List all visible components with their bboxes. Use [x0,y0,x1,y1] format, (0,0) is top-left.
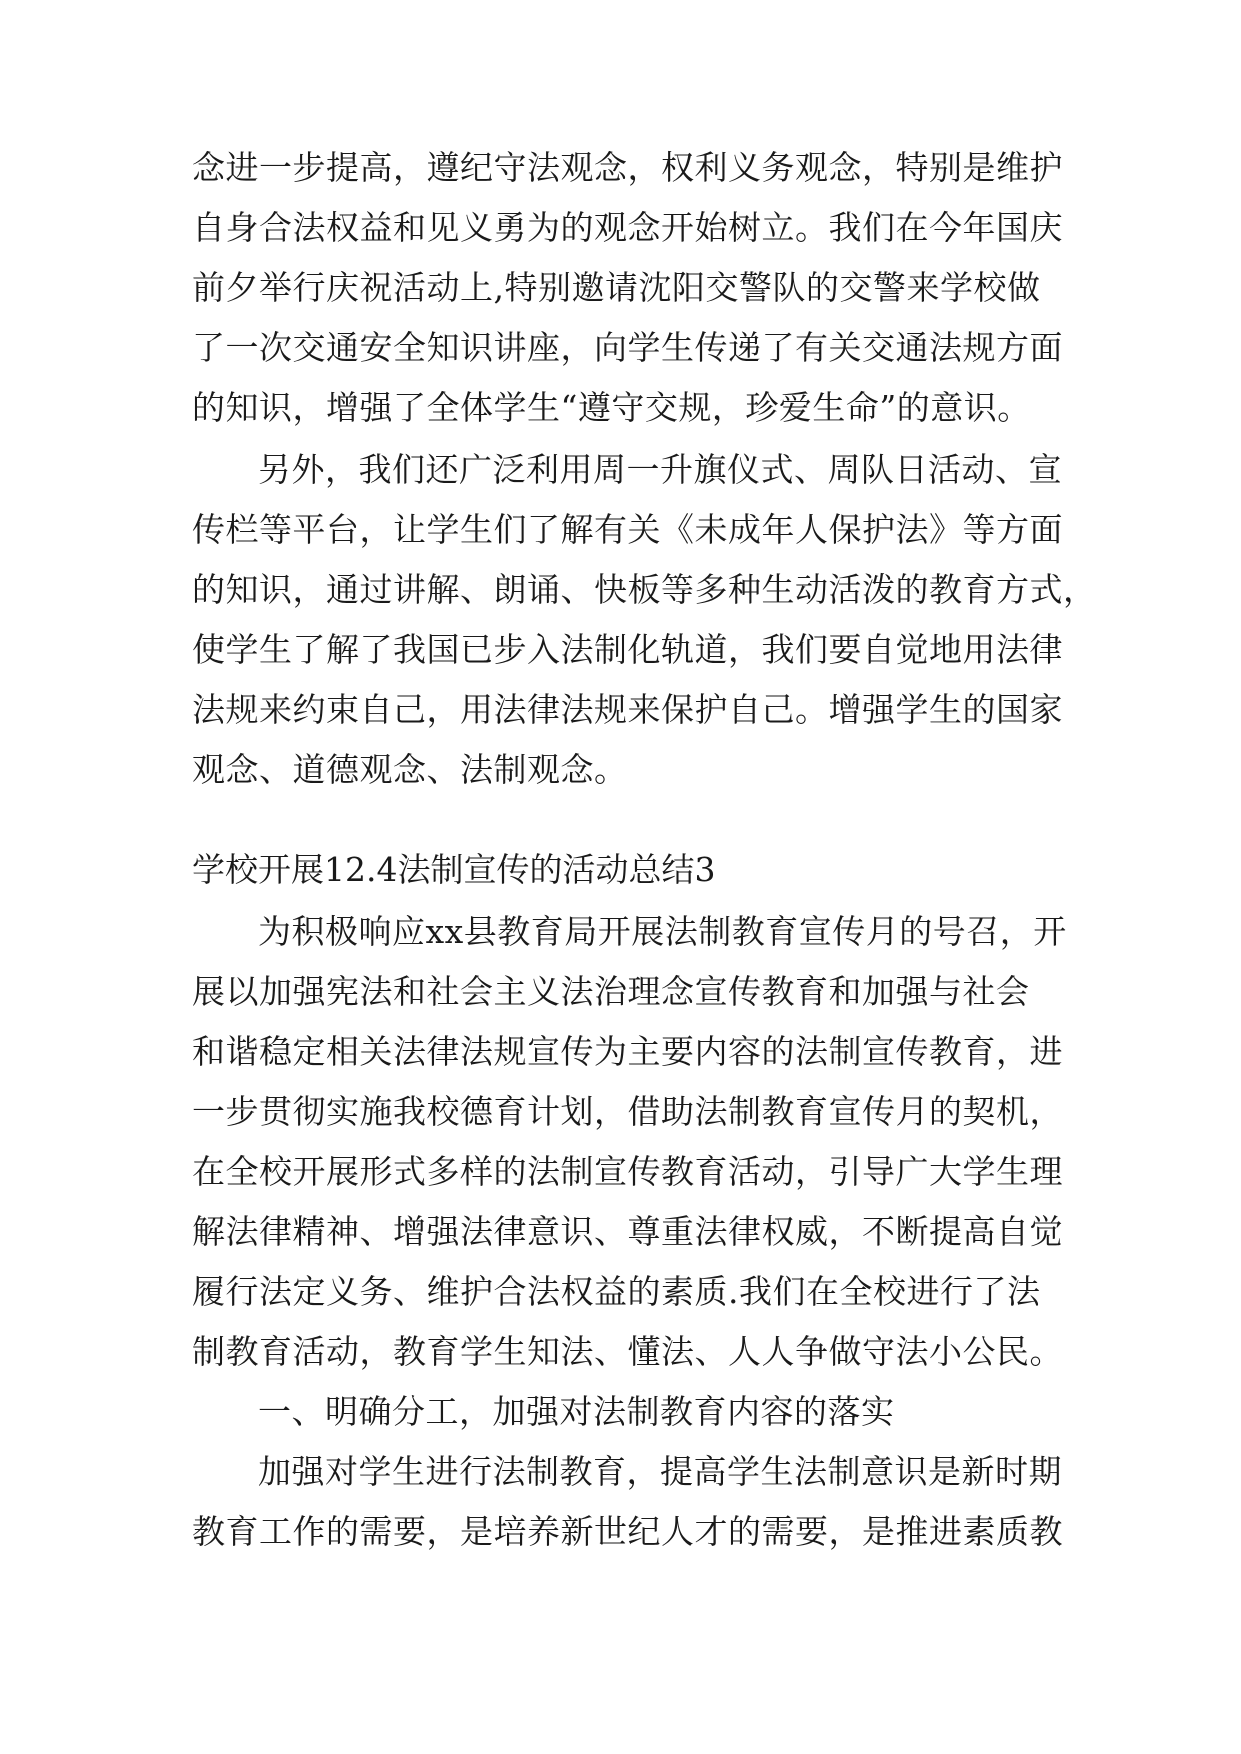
paragraph-3-line-2: 展以加强宪法和社会主义法治理念宣传教育和加强与社会 [192,972,1030,1011]
paragraph-4-line-1: 加强对学生进行法制教育，提高学生法制意识是新时期 [258,1452,1062,1491]
paragraph-2-line-2: 传栏等平台，让学生们了解有关《未成年人保护法》等方面 [192,510,1063,549]
paragraph-4-line-2: 教育工作的需要，是培养新世纪人才的需要，是推进素质教 [192,1512,1063,1551]
paragraph-2-line-5: 法规来约束自己，用法律法规来保护自己。增强学生的国家 [192,690,1063,729]
paragraph-3-line-8: 制教育活动，教育学生知法、懂法、人人争做守法小公民。 [192,1332,1063,1371]
paragraph-3-line-5: 在全校开展形式多样的法制宣传教育活动，引导广大学生理 [192,1152,1063,1191]
paragraph-2-line-6: 观念、道德观念、法制观念。 [192,750,628,789]
paragraph-3-line-3: 和谐稳定相关法律法规宣传为主要内容的法制宣传教育，进 [192,1032,1063,1071]
paragraph-1-line-4: 了一次交通安全知识讲座，向学生传递了有关交通法规方面 [192,328,1063,367]
paragraph-3-line-1: 为积极响应xx县教育局开展法制教育宣传月的号召，开 [258,912,1067,951]
paragraph-2-line-3: 的知识，通过讲解、朗诵、快板等多种生动活泼的教育方式， [192,570,1097,609]
paragraph-1-line-5: 的知识，增强了全体学生“遵守交规，珍爱生命”的意识。 [192,388,1031,427]
paragraph-1-line-3: 前夕举行庆祝活动上,特别邀请沈阳交警队的交警来学校做 [192,268,1041,307]
section-title: 学校开展12.4法制宣传的活动总结3 [192,850,716,889]
paragraph-3-line-6: 解法律精神、增强法律意识、尊重法律权威，不断提高自觉 [192,1212,1063,1251]
paragraph-3-line-7: 履行法定义务、维护合法权益的素质.我们在全校进行了法 [192,1272,1041,1311]
paragraph-2-line-1: 另外，我们还广泛利用周一升旗仪式、周队日活动、宣 [258,450,1062,489]
paragraph-2-line-4: 使学生了解了我国已步入法制化轨道，我们要自觉地用法律 [192,630,1063,669]
subheading-1: 一、明确分工，加强对法制教育内容的落实 [258,1392,895,1431]
paragraph-1-line-2: 自身合法权益和见义勇为的观念开始树立。我们在今年国庆 [192,208,1063,247]
paragraph-1-line-1: 念进一步提高，遵纪守法观念，权利义务观念，特别是维护 [192,148,1063,187]
paragraph-3-line-4: 一步贯彻实施我校德育计划，借助法制教育宣传月的契机， [192,1092,1063,1131]
